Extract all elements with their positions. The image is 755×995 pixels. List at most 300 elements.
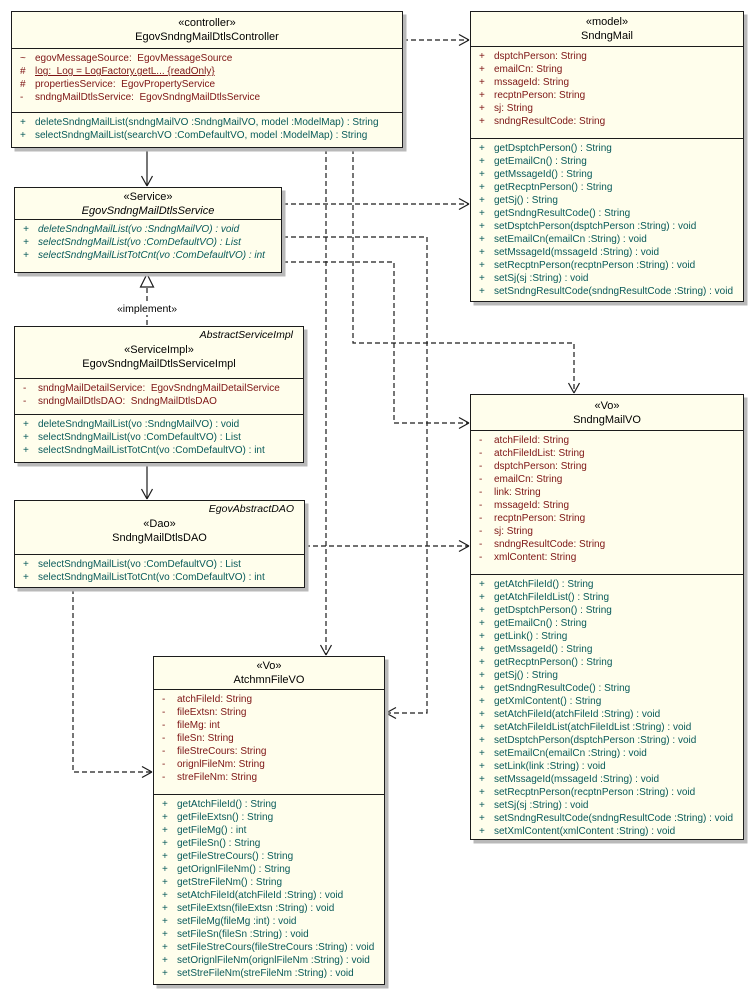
method-row	[471, 747, 743, 760]
methods-compartment	[15, 554, 304, 587]
method-row	[471, 669, 743, 682]
member-text: setSndngResultCode(sndngResultCode :String) : void	[494, 286, 734, 297]
visibility-symbol: -	[20, 92, 24, 103]
member-text: mssageId: String	[494, 77, 570, 88]
visibility-symbol: +	[479, 260, 485, 271]
member-text: sndngMailDtlsService: EgovSndngMailDtlsService	[35, 92, 261, 103]
member-text: selectSndngMailListTotCnt(vo :ComDefaultVO) : int	[38, 250, 265, 261]
attribute-row	[471, 551, 743, 564]
method-row	[471, 682, 743, 695]
visibility-symbol: +	[162, 799, 168, 810]
visibility-symbol: #	[20, 66, 26, 77]
member-text: getAtchFileId() : String	[177, 799, 277, 810]
class-header	[12, 12, 402, 48]
method-row	[154, 824, 384, 837]
dependency-service-to-sndngmail	[283, 199, 469, 210]
member-text: atchFileId: String	[177, 694, 253, 705]
attribute-row	[154, 693, 384, 706]
visibility-symbol: +	[23, 237, 29, 248]
attribute-row	[471, 486, 743, 499]
visibility-symbol: +	[23, 432, 29, 443]
visibility-symbol: -	[23, 396, 27, 407]
attributes-compartment	[471, 46, 743, 138]
visibility-symbol: +	[479, 605, 485, 616]
visibility-symbol: +	[479, 683, 485, 694]
member-text: emailCn: String	[494, 474, 563, 485]
attribute-row	[154, 706, 384, 719]
member-text: setFileMg(fileMg :int) : void	[177, 916, 297, 927]
visibility-symbol: +	[162, 864, 168, 875]
visibility-symbol: +	[23, 445, 29, 456]
method-row	[471, 155, 743, 168]
attribute-row	[471, 434, 743, 447]
visibility-symbol: +	[479, 696, 485, 707]
member-text: getOrignlFileNm() : String	[177, 864, 291, 875]
visibility-symbol: +	[479, 748, 485, 759]
class-header	[15, 327, 303, 378]
member-text: getEmailCn() : String	[494, 618, 587, 629]
member-text: setEmailCn(emailCn :String) : void	[494, 234, 647, 245]
member-text: dsptchPerson: String	[494, 51, 587, 62]
method-row	[471, 695, 743, 708]
method-row	[15, 223, 281, 236]
member-text: setSj(sj :String) : void	[494, 800, 589, 811]
member-text: getSndngResultCode() : String	[494, 683, 631, 694]
attribute-row	[471, 499, 743, 512]
method-row	[154, 902, 384, 915]
visibility-symbol: -	[479, 474, 483, 485]
visibility-symbol: +	[479, 116, 485, 127]
member-text: getRecptnPerson() : String	[494, 182, 613, 193]
realization-serviceimpl-to-service	[141, 274, 154, 325]
method-row	[471, 799, 743, 812]
member-text: setDsptchPerson(dsptchPerson :String) : void	[494, 735, 697, 746]
dependency-controller-to-sndngmail	[403, 35, 469, 46]
class-stereotype: «Vo»	[594, 399, 620, 412]
member-text: setMssageId(mssageId :String) : void	[494, 247, 660, 258]
member-text: egovMessageSource: EgovMessageSource	[35, 53, 233, 64]
attribute-row	[12, 78, 402, 91]
visibility-symbol: -	[479, 487, 483, 498]
attribute-row	[154, 771, 384, 784]
association-controller-to-service	[142, 149, 153, 186]
visibility-symbol: +	[20, 117, 26, 128]
attributes-compartment	[154, 689, 384, 794]
member-text: getSndngResultCode() : String	[494, 208, 631, 219]
member-text: setOrignlFileNm(orignlFileNm :String) : void	[177, 955, 370, 966]
attribute-row	[471, 50, 743, 63]
visibility-symbol: -	[162, 746, 166, 757]
visibility-symbol: +	[20, 130, 26, 141]
method-row	[471, 773, 743, 786]
member-text: sj: String	[494, 526, 533, 537]
member-text: selectSndngMailList(searchVO :ComDefaultVO, model :ModelMap) : String	[35, 130, 368, 141]
visibility-symbol: +	[162, 812, 168, 823]
attribute-row	[471, 460, 743, 473]
visibility-symbol: +	[479, 143, 485, 154]
method-row	[154, 850, 384, 863]
attribute-row	[12, 52, 402, 65]
member-text: fileSn: String	[177, 733, 234, 744]
method-row	[471, 721, 743, 734]
visibility-symbol: +	[23, 250, 29, 261]
method-row	[154, 967, 384, 980]
member-text: fileExtsn: String	[177, 707, 247, 718]
visibility-symbol: -	[479, 500, 483, 511]
member-text: propertiesService: EgovPropertyService	[35, 79, 216, 90]
attributes-compartment	[12, 48, 402, 112]
method-row	[154, 954, 384, 967]
member-text: getLink() : String	[494, 631, 568, 642]
method-row	[15, 431, 303, 444]
visibility-symbol: +	[479, 618, 485, 629]
method-row	[471, 259, 743, 272]
attribute-row	[471, 89, 743, 102]
class-egov-sndng-mail-dtls-service	[14, 187, 282, 273]
member-text: selectSndngMailListTotCnt(vo :ComDefaultVO) : int	[38, 572, 265, 583]
member-text: getMssageId() : String	[494, 169, 593, 180]
visibility-symbol: +	[479, 182, 485, 193]
visibility-symbol: +	[162, 903, 168, 914]
visibility-symbol: +	[479, 221, 485, 232]
visibility-symbol: -	[479, 552, 483, 563]
class-header	[154, 657, 384, 689]
methods-compartment	[12, 112, 402, 147]
member-text: getAtchFileIdList() : String	[494, 592, 610, 603]
attributes-compartment	[471, 430, 743, 574]
visibility-symbol: -	[162, 694, 166, 705]
member-text: sndngResultCode: String	[494, 116, 606, 127]
visibility-symbol: +	[479, 195, 485, 206]
member-text: deleteSndngMailList(vo :SndngMailVO) : void	[38, 419, 240, 430]
visibility-symbol: +	[479, 169, 485, 180]
visibility-symbol: +	[479, 631, 485, 642]
visibility-symbol: +	[162, 851, 168, 862]
method-row	[12, 129, 402, 142]
attribute-row	[15, 382, 303, 395]
attribute-row	[471, 525, 743, 538]
visibility-symbol: +	[479, 826, 485, 837]
member-text: sndngMailDtlsDAO: SndngMailDtlsDAO	[38, 396, 217, 407]
member-text: recptnPerson: String	[494, 513, 586, 524]
visibility-symbol: +	[479, 800, 485, 811]
association-serviceimpl-to-dao	[142, 464, 153, 499]
method-row	[471, 643, 743, 656]
visibility-symbol: +	[479, 273, 485, 284]
attribute-row	[154, 745, 384, 758]
attribute-row	[471, 102, 743, 115]
method-row	[471, 617, 743, 630]
class-stereotype: «controller»	[178, 17, 236, 29]
visibility-symbol: #	[20, 79, 26, 90]
visibility-symbol: +	[479, 90, 485, 101]
dependency-service-to-atchmnfilevo	[283, 237, 427, 719]
attribute-row	[15, 395, 303, 408]
method-row	[471, 246, 743, 259]
attributes-compartment	[15, 378, 303, 414]
class-name: AtchmnFileVO	[233, 674, 305, 686]
visibility-symbol: -	[23, 383, 27, 394]
visibility-symbol: +	[479, 234, 485, 245]
member-text: getFileSn() : String	[177, 838, 261, 849]
class-sndng-mail	[470, 11, 744, 302]
method-row	[471, 233, 743, 246]
member-text: setSndngResultCode(sndngResultCode :String) : void	[494, 813, 734, 824]
visibility-symbol: +	[479, 722, 485, 733]
class-stereotype: «ServiceImpl»	[124, 344, 194, 356]
member-text: setStreFileNm(streFileNm :String) : void	[177, 968, 354, 979]
visibility-symbol: +	[23, 559, 29, 570]
method-row	[154, 928, 384, 941]
member-text: getSj() : String	[494, 670, 558, 681]
superclass-label: EgovAbstractDAO	[208, 503, 294, 515]
class-egov-sndng-mail-dtls-service-impl	[14, 326, 304, 463]
class-name: SndngMail	[581, 30, 633, 42]
class-stereotype: «Dao»	[143, 518, 176, 530]
member-text: fileMg: int	[177, 720, 220, 731]
attribute-row	[471, 115, 743, 128]
member-text: setEmailCn(emailCn :String) : void	[494, 748, 647, 759]
member-text: recptnPerson: String	[494, 90, 586, 101]
visibility-symbol: +	[479, 286, 485, 297]
implement-stereotype-label: «implement»	[114, 303, 180, 315]
method-row	[154, 798, 384, 811]
member-text: selectSndngMailList(vo :ComDefaultVO) : List	[38, 559, 241, 570]
class-stereotype: «Vo»	[256, 660, 282, 672]
method-row	[471, 578, 743, 591]
member-text: getDsptchPerson() : String	[494, 605, 612, 616]
member-text: getFileExtsn() : String	[177, 812, 274, 823]
method-row	[471, 786, 743, 799]
class-header	[471, 395, 743, 430]
class-header	[471, 12, 743, 46]
member-text: setXmlContent(xmlContent :String) : void	[494, 826, 676, 837]
visibility-symbol: +	[479, 813, 485, 824]
member-text: getRecptnPerson() : String	[494, 657, 613, 668]
visibility-symbol: -	[479, 539, 483, 550]
class-atchmn-file-vo	[153, 656, 385, 985]
member-text: getMssageId() : String	[494, 644, 593, 655]
visibility-symbol: +	[479, 247, 485, 258]
class-egov-sndng-mail-dtls-controller	[11, 11, 403, 148]
member-text: link: String	[494, 487, 541, 498]
member-text: setFileStreCours(fileStreCours :String) : void	[177, 942, 375, 953]
method-row	[15, 558, 304, 571]
method-row	[471, 708, 743, 721]
attribute-row	[471, 538, 743, 551]
member-text: log: Log = LogFactory.getL... {readOnly}	[35, 66, 215, 77]
class-name: EgovSndngMailDtlsServiceImpl	[82, 358, 236, 370]
member-text: setMssageId(mssageId :String) : void	[494, 774, 660, 785]
attribute-row	[154, 758, 384, 771]
dependency-dao-to-atchmnfilevo	[73, 589, 152, 778]
dependency-dao-to-sndngmailvo	[305, 541, 469, 552]
method-row	[471, 812, 743, 825]
method-row	[471, 220, 743, 233]
class-name: EgovSndngMailDtlsService	[81, 204, 215, 217]
method-row	[471, 168, 743, 181]
method-row	[154, 863, 384, 876]
visibility-symbol: +	[162, 929, 168, 940]
method-row	[471, 272, 743, 285]
member-text: getFileMg() : int	[177, 825, 247, 836]
member-text: selectSndngMailList(vo :ComDefaultVO) : List	[38, 237, 241, 248]
class-header	[15, 188, 281, 219]
visibility-symbol: +	[479, 761, 485, 772]
class-name: EgovSndngMailDtlsController	[135, 31, 279, 43]
attribute-row	[12, 65, 402, 78]
class-stereotype: «Service»	[123, 190, 173, 203]
member-text: mssageId: String	[494, 500, 570, 511]
visibility-symbol: +	[479, 774, 485, 785]
visibility-symbol: -	[162, 707, 166, 718]
method-row	[471, 734, 743, 747]
visibility-symbol: -	[479, 461, 483, 472]
visibility-symbol: +	[479, 51, 485, 62]
method-row	[154, 915, 384, 928]
visibility-symbol: +	[162, 916, 168, 927]
visibility-symbol: +	[23, 419, 29, 430]
method-row	[471, 591, 743, 604]
attribute-row	[471, 512, 743, 525]
visibility-symbol: +	[479, 735, 485, 746]
member-text: emailCn: String	[494, 64, 563, 75]
member-text: selectSndngMailList(vo :ComDefaultVO) : List	[38, 432, 241, 443]
visibility-symbol: +	[162, 825, 168, 836]
method-row	[471, 194, 743, 207]
methods-compartment	[154, 794, 384, 984]
methods-compartment	[15, 414, 303, 462]
method-row	[471, 630, 743, 643]
visibility-symbol: +	[479, 787, 485, 798]
attribute-row	[154, 719, 384, 732]
method-row	[154, 941, 384, 954]
class-header	[15, 501, 304, 554]
method-row	[12, 116, 402, 129]
member-text: getEmailCn() : String	[494, 156, 587, 167]
visibility-symbol: +	[479, 64, 485, 75]
dependency-controller-to-atchmnfilevo	[321, 149, 332, 655]
visibility-symbol: +	[162, 877, 168, 888]
visibility-symbol: +	[479, 103, 485, 114]
member-text: setAtchFileIdList(atchFileIdList :String) : void	[494, 722, 692, 733]
member-text: setRecptnPerson(recptnPerson :String) : void	[494, 260, 696, 271]
visibility-symbol: -	[162, 772, 166, 783]
member-text: setFileExtsn(fileExtsn :String) : void	[177, 903, 335, 914]
visibility-symbol: -	[479, 513, 483, 524]
visibility-symbol: +	[162, 968, 168, 979]
method-row	[154, 889, 384, 902]
member-text: atchFileId: String	[494, 435, 570, 446]
member-text: getAtchFileId() : String	[494, 579, 594, 590]
member-text: sj: String	[494, 103, 533, 114]
visibility-symbol: +	[162, 838, 168, 849]
member-text: setFileSn(fileSn :String) : void	[177, 929, 309, 940]
member-text: setDsptchPerson(dsptchPerson :String) : void	[494, 221, 697, 232]
method-row	[154, 811, 384, 824]
method-row	[471, 142, 743, 155]
visibility-symbol: -	[162, 759, 166, 770]
visibility-symbol: +	[162, 890, 168, 901]
method-row	[154, 876, 384, 889]
method-row	[471, 181, 743, 194]
attribute-row	[471, 473, 743, 486]
visibility-symbol: +	[479, 592, 485, 603]
visibility-symbol: +	[23, 224, 29, 235]
member-text: xmlContent: String	[494, 552, 577, 563]
member-text: setAtchFileId(atchFileId :String) : void	[177, 890, 344, 901]
dependency-service-to-sndngmailvo	[283, 262, 469, 429]
methods-compartment	[15, 219, 281, 272]
member-text: sndngResultCode: String	[494, 539, 606, 550]
visibility-symbol: +	[162, 955, 168, 966]
visibility-symbol: +	[479, 709, 485, 720]
member-text: selectSndngMailListTotCnt(vo :ComDefaultVO) : int	[38, 445, 265, 456]
method-row	[471, 656, 743, 669]
class-sndng-mail-vo	[470, 394, 744, 840]
member-text: getStreFileNm() : String	[177, 877, 283, 888]
visibility-symbol: -	[162, 733, 166, 744]
visibility-symbol: +	[479, 670, 485, 681]
method-row	[15, 444, 303, 457]
visibility-symbol: -	[479, 526, 483, 537]
method-row	[471, 825, 743, 838]
member-text: streFileNm: String	[177, 772, 258, 783]
visibility-symbol: +	[479, 77, 485, 88]
member-text: setLink(link :String) : void	[494, 761, 606, 772]
method-row	[471, 604, 743, 617]
superclass-label: AbstractServiceImpl	[199, 329, 293, 341]
member-text: setSj(sj :String) : void	[494, 273, 589, 284]
visibility-symbol: -	[479, 448, 483, 459]
class-name: SndngMailVO	[573, 413, 641, 426]
methods-compartment	[471, 138, 743, 301]
method-row	[15, 249, 281, 262]
method-row	[154, 837, 384, 850]
visibility-symbol: +	[479, 644, 485, 655]
visibility-symbol: +	[479, 156, 485, 167]
class-stereotype: «model»	[585, 16, 629, 28]
visibility-symbol: ~	[20, 53, 26, 64]
visibility-symbol: -	[162, 720, 166, 731]
class-name: SndngMailDtlsDAO	[112, 532, 207, 544]
member-text: atchFileIdList: String	[494, 448, 585, 459]
method-row	[15, 571, 304, 584]
class-sndng-mail-dtls-dao	[14, 500, 305, 588]
member-text: getDsptchPerson() : String	[494, 143, 612, 154]
visibility-symbol: +	[479, 579, 485, 590]
method-row	[471, 207, 743, 220]
member-text: dsptchPerson: String	[494, 461, 587, 472]
visibility-symbol: +	[23, 572, 29, 583]
attribute-row	[471, 76, 743, 89]
member-text: getFileStreCours() : String	[177, 851, 294, 862]
visibility-symbol: +	[479, 208, 485, 219]
member-text: fileStreCours: String	[177, 746, 267, 757]
methods-compartment	[471, 574, 743, 839]
member-text: sndngMailDetailService: EgovSndngMailDetailService	[38, 383, 280, 394]
attribute-row	[12, 91, 402, 104]
member-text: getSj() : String	[494, 195, 558, 206]
visibility-symbol: +	[162, 942, 168, 953]
attribute-row	[154, 732, 384, 745]
method-row	[15, 236, 281, 249]
attribute-row	[471, 447, 743, 460]
member-text: setRecptnPerson(recptnPerson :String) : void	[494, 787, 696, 798]
member-text: setAtchFileId(atchFileId :String) : void	[494, 709, 661, 720]
visibility-symbol: -	[479, 435, 483, 446]
member-text: getXmlContent() : String	[494, 696, 602, 707]
